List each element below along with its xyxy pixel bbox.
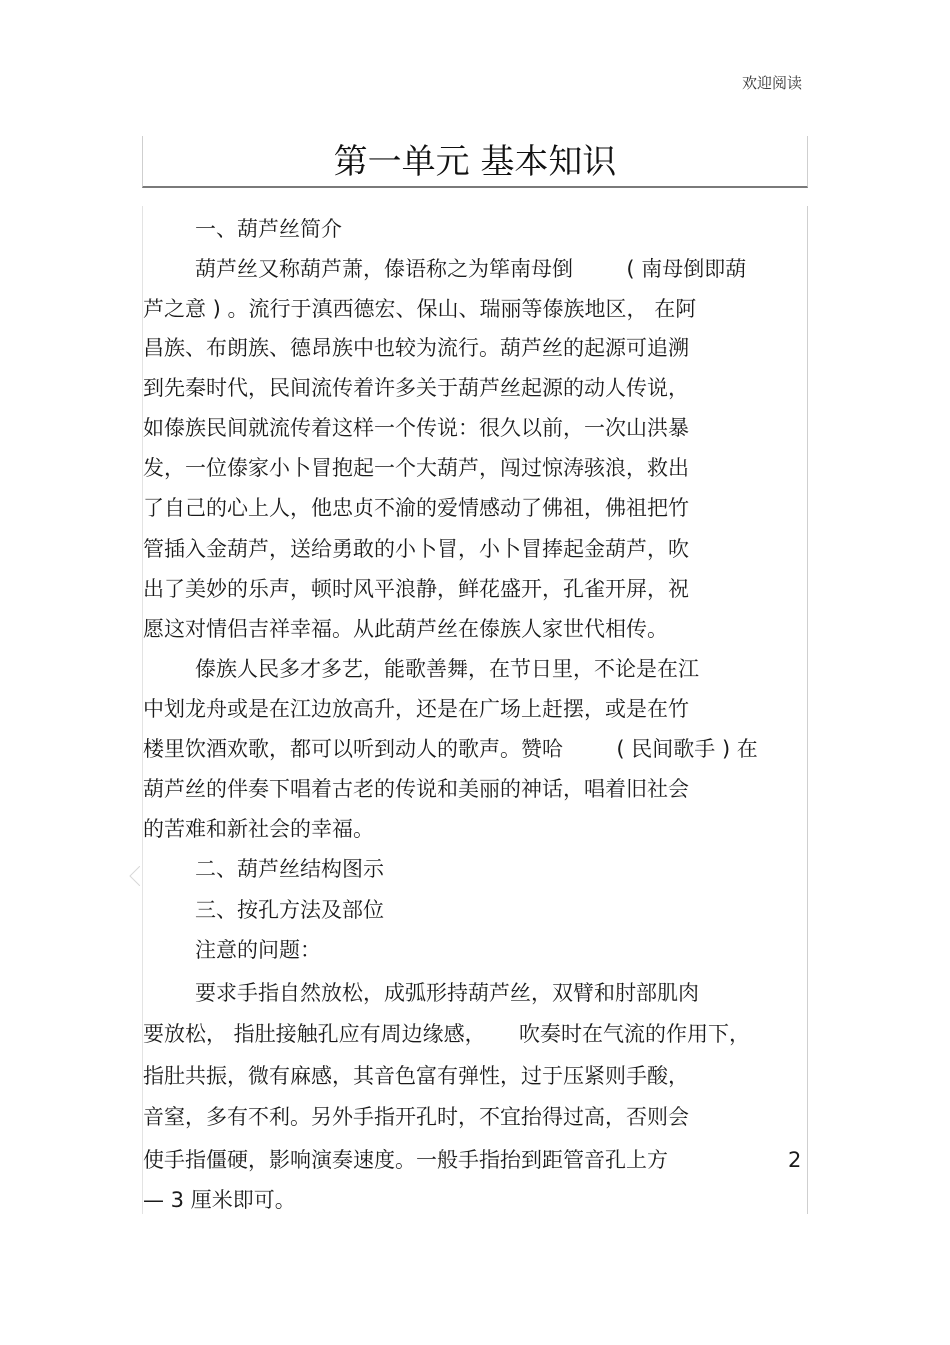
text-line: 到先秦时代，民间流传着许多关于葫芦丝起源的动人传说，	[143, 376, 689, 400]
text-line: 发，一位傣家小卜冒抱起一个大葫芦，闯过惊涛骇浪，救出	[143, 456, 689, 480]
section-heading-2: 二、葫芦丝结构图示	[195, 857, 384, 881]
text-line: 音窒，多有不利。另外手指开孔时，不宜抬得过高，否则会	[143, 1105, 689, 1129]
text-line: 的苦难和新社会的幸福。	[143, 817, 374, 841]
text-line: 楼里饮酒欢歌，都可以听到动人的歌声。赞哈 ( 民间歌手 ) 在	[143, 737, 758, 761]
section-heading-3: 三、按孔方法及部位	[195, 898, 384, 922]
text-line: 葫芦丝又称葫芦萧，傣语称之为筚南母倒 ( 南母倒即葫	[195, 257, 747, 281]
text-line: 指肚共振，微有麻感，其音色富有弹性，过于压紧则手酸，	[143, 1064, 689, 1088]
margin-notch-icon	[128, 866, 140, 886]
page-title: 第一单元 基本知识	[333, 142, 617, 182]
text-line: 了自己的心上人，他忠贞不渝的爱情感动了佛祖，佛祖把竹	[143, 496, 689, 520]
text-line: 使手指僵硬，影响演奏速度。一般手指抬到距管音孔上方	[143, 1148, 668, 1172]
text-line: 中划龙舟或是在江边放高升，还是在广场上赶摆，或是在竹	[143, 697, 689, 721]
text-line: 葫芦丝的伴奏下唱着古老的传说和美丽的神话，唱着旧社会	[143, 777, 689, 801]
text-line: 管插入金葫芦，送给勇敢的小卜冒，小卜冒捧起金葫芦，吹	[143, 537, 689, 561]
text-line: 要放松， 指肚接触孔应有周边缘感， 吹奏时在气流的作用下，	[143, 1022, 751, 1046]
text-line: 昌族、布朗族、德昂族中也较为流行。葫芦丝的起源可追溯	[143, 336, 689, 360]
text-line: 要求手指自然放松，成弧形持葫芦丝，双臂和肘部肌肉	[195, 981, 699, 1005]
text-line-number: 2	[788, 1148, 802, 1172]
text-line: 愿这对情侣吉祥幸福。从此葫芦丝在傣族人家世代相传。	[143, 617, 668, 641]
text-line: — 3 厘米即可。	[143, 1188, 296, 1212]
text-line: 芦之意 ) 。流行于滇西德宏、保山、瑞丽等傣族地区， 在阿	[143, 297, 697, 321]
text-line: 傣族人民多才多艺，能歌善舞，在节日里，不论是在江	[195, 657, 699, 681]
section-heading-1: 一、葫芦丝简介	[195, 217, 342, 241]
text-line: 出了美妙的乐声，顿时风平浪静，鲜花盛开，孔雀开屏，祝	[143, 577, 689, 601]
sub-heading: 注意的问题：	[195, 938, 321, 962]
text-line: 如傣族民间就流传着这样一个传说：很久以前，一次山洪暴	[143, 416, 689, 440]
header-note: 欢迎阅读	[741, 74, 802, 92]
